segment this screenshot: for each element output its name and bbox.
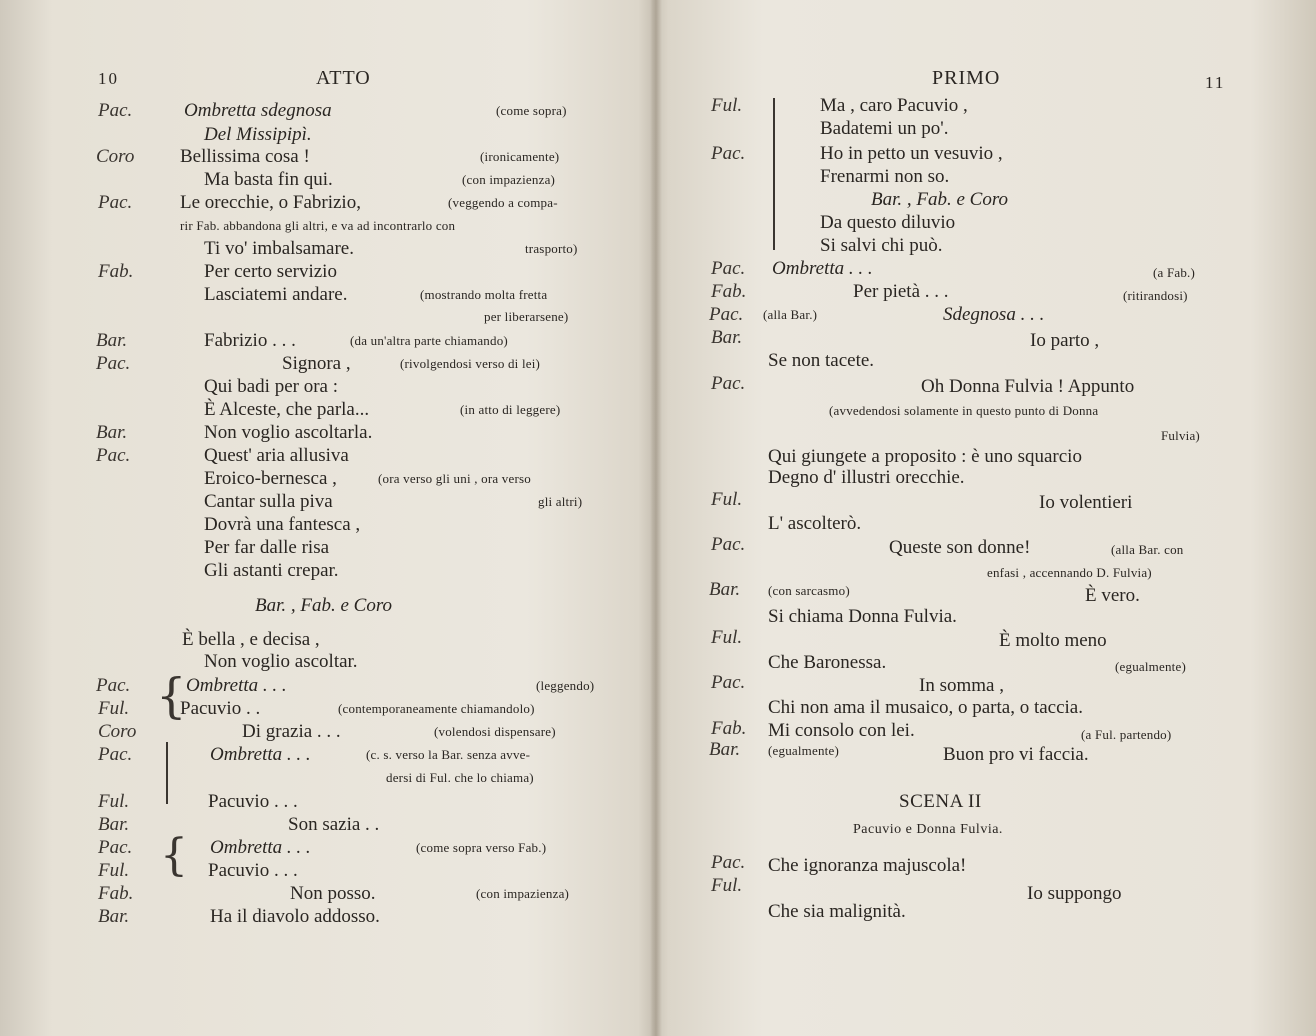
stage-direction: (con impazienza): [462, 172, 556, 187]
verse-line: Qui giungete a proposito : è uno squarcio: [768, 446, 1082, 467]
stage-direction: rir Fab. abbandona gli altri, e va ad incontrarlo con: [180, 218, 456, 233]
speaker: Bar.: [709, 739, 741, 760]
stage-direction: Fulvia): [1161, 428, 1200, 443]
speaker: Bar.: [711, 327, 743, 348]
stage-direction: (volendosi dispensare): [434, 724, 556, 739]
stage-direction: (come sopra): [496, 103, 567, 118]
stage-direction: (contemporaneamente chiamandolo): [338, 701, 535, 716]
verse-line: Ombretta sdegnosa: [184, 100, 332, 121]
verse-line: Ombretta . . .: [210, 837, 311, 858]
verse-line: Sdegnosa . . .: [943, 304, 1045, 325]
verse-line: Io suppongo: [1027, 883, 1122, 904]
verse-line: Signora ,: [282, 353, 351, 374]
verse-line: Quest' aria allusiva: [204, 445, 349, 466]
verse-line: Io parto ,: [1030, 330, 1100, 351]
stage-direction: (rivolgendosi verso di lei): [400, 356, 541, 371]
stage-direction: (egualmente): [1115, 659, 1186, 674]
stage-direction: gli altri): [538, 494, 583, 509]
chorus-heading: Bar. , Fab. e Coro: [871, 189, 1009, 210]
speaker: Fab.: [711, 718, 747, 739]
bracket-glyph: {: [160, 830, 188, 881]
verse-line: Son sazia . .: [288, 814, 380, 835]
stage-direction: (avvedendosi solamente in questo punto di Donna: [829, 403, 1099, 418]
verse-line: Eroico-bernesca ,: [204, 468, 337, 489]
verse-line: Non posso.: [290, 883, 376, 904]
verse-line: Ombretta . . .: [186, 675, 287, 696]
speaker: Pac.: [98, 100, 133, 121]
stage-direction: (ritirandosi): [1123, 288, 1188, 303]
verse-line: Non voglio ascoltarla.: [204, 422, 373, 443]
verse-line: Si salvi chi può.: [820, 235, 943, 256]
page-number: 10: [98, 69, 119, 88]
bracket-line: [773, 98, 775, 250]
verse-line: Ha il diavolo addosso.: [210, 906, 380, 927]
verse-line: Mi consolo con lei.: [768, 720, 915, 741]
verse-line: Ombretta . . .: [772, 258, 873, 279]
speaker: Bar.: [709, 579, 741, 600]
verse-line: Pacuvio . . .: [208, 860, 298, 881]
stage-direction: dersi di Ful. che lo chiama): [386, 770, 534, 785]
bracket-glyph: {: [156, 668, 187, 724]
verse-line: Ma , caro Pacuvio ,: [820, 95, 968, 116]
speaker: Pac.: [709, 304, 744, 325]
speaker: Ful.: [711, 875, 743, 896]
stage-direction: (in atto di leggere): [460, 402, 561, 417]
verse-line: Ombretta . . .: [210, 744, 311, 765]
speaker: Ful.: [711, 95, 743, 116]
verse-line: Queste son donne!: [889, 537, 1031, 558]
running-header: ATTO: [316, 67, 371, 89]
verse-line: Qui badi per ora :: [204, 376, 339, 397]
page-number: 11: [1205, 73, 1226, 92]
verse-line: Oh Donna Fulvia ! Appunto: [921, 376, 1135, 397]
verse-line: Da questo diluvio: [820, 212, 956, 233]
speaker: Pac.: [98, 192, 133, 213]
stage-direction: (a Ful. partendo): [1081, 727, 1172, 742]
verse-line: Si chiama Donna Fulvia.: [768, 606, 957, 627]
speaker: Bar.: [98, 906, 130, 927]
verse-line: Buon pro vi faccia.: [943, 744, 1089, 765]
speaker: Fab.: [98, 883, 134, 904]
speaker: Bar.: [96, 422, 128, 443]
speaker: Ful.: [98, 698, 130, 719]
speaker: Ful.: [98, 791, 130, 812]
speaker: Pac.: [96, 445, 131, 466]
stage-direction: (leggendo): [536, 678, 595, 693]
speaker: Pac.: [98, 744, 133, 765]
stage-direction: (come sopra verso Fab.): [416, 840, 547, 855]
verse-line: Del Missipipì.: [204, 124, 312, 145]
verse-line: Ti vo' imbalsamare.: [204, 238, 354, 259]
stage-direction: (mostrando molta fretta: [420, 287, 548, 302]
verse-line: Chi non ama il musaico, o parta, o taccia.: [768, 697, 1083, 718]
verse-line: Che sia malignità.: [768, 901, 906, 922]
speaker: Coro: [96, 146, 135, 167]
verse-line: L' ascolterò.: [768, 513, 862, 534]
stage-direction: (a Fab.): [1153, 265, 1196, 280]
speaker: Ful.: [711, 489, 743, 510]
verse-line: Per pietà . . .: [853, 281, 949, 302]
right-page: [657, 0, 1316, 1036]
verse-line: Se non tacete.: [768, 350, 875, 371]
stage-direction: enfasi , accennando D. Fulvia): [987, 565, 1152, 580]
verse-line: Dovrà una fantesca ,: [204, 514, 361, 535]
speaker: Coro: [98, 721, 137, 742]
verse-line: Gli astanti crepar.: [204, 560, 339, 581]
chorus-heading: Bar. , Fab. e Coro: [255, 595, 393, 616]
verse-line: Ma basta fin qui.: [204, 169, 333, 190]
speaker: Pac.: [96, 675, 131, 696]
speaker: Fab.: [711, 281, 747, 302]
verse-line: Ho in petto un vesuvio ,: [820, 143, 1003, 164]
verse-line: È bella , e decisa ,: [182, 629, 320, 650]
verse-line: Che ignoranza majuscola!: [768, 855, 967, 876]
verse-line: Io volentieri: [1039, 492, 1133, 513]
verse-line: Degno d' illustri orecchie.: [768, 467, 965, 488]
speaker: Ful.: [711, 627, 743, 648]
speaker: Pac.: [96, 353, 131, 374]
verse-line: In somma ,: [919, 675, 1004, 696]
speaker: Pac.: [711, 852, 746, 873]
stage-direction: (con impazienza): [476, 886, 570, 901]
speaker: Pac.: [98, 837, 133, 858]
speaker: Bar.: [98, 814, 130, 835]
speaker: Fab.: [98, 261, 134, 282]
verse-line: Di grazia . . .: [242, 721, 341, 742]
stage-direction: (ora verso gli uni , ora verso: [378, 471, 531, 486]
speaker: Pac.: [711, 672, 746, 693]
scene-cast: Pacuvio e Donna Fulvia.: [853, 822, 1003, 837]
stage-direction: trasporto): [525, 241, 578, 256]
speaker: Pac.: [711, 534, 746, 555]
stage-direction: (ironicamente): [480, 149, 560, 164]
verse-line: Lasciatemi andare.: [204, 284, 348, 305]
verse-line: Le orecchie, o Fabrizio,: [180, 192, 361, 213]
verse-line: Per certo servizio: [204, 261, 337, 282]
verse-line: Badatemi un po'.: [820, 118, 949, 139]
speaker: Bar.: [96, 330, 128, 351]
verse-line: Cantar sulla piva: [204, 491, 333, 512]
verse-line: Non voglio ascoltar.: [204, 651, 358, 672]
verse-line: È vero.: [1085, 585, 1140, 606]
stage-direction: (alla Bar.): [763, 307, 818, 322]
stage-direction: (c. s. verso la Bar. senza avve-: [366, 747, 531, 762]
verse-line: Frenarmi non so.: [820, 166, 950, 187]
running-header: PRIMO: [932, 67, 1001, 89]
stage-direction: (egualmente): [768, 743, 839, 758]
verse-line: Per far dalle risa: [204, 537, 330, 558]
stage-direction: (veggendo a compa-: [448, 195, 558, 210]
verse-line: Che Baronessa.: [768, 652, 887, 673]
verse-line: È Alceste, che parla...: [204, 399, 370, 420]
stage-direction: per liberarsene): [484, 309, 569, 324]
verse-line: Bellissima cosa !: [180, 146, 310, 167]
stage-direction: (con sarcasmo): [768, 583, 850, 598]
scene-heading: SCENA II: [899, 791, 982, 812]
speaker: Pac.: [711, 143, 746, 164]
verse-line: Pacuvio . . .: [208, 791, 298, 812]
speaker: Ful.: [98, 860, 130, 881]
stage-direction: (alla Bar. con: [1111, 542, 1184, 557]
stage-direction: (da un'altra parte chiamando): [350, 333, 508, 348]
verse-line: Pacuvio . .: [180, 698, 261, 719]
verse-line: Fabrizio . . .: [204, 330, 296, 351]
verse-line: È molto meno: [999, 630, 1107, 651]
bracket-line: [166, 742, 168, 804]
speaker: Pac.: [711, 258, 746, 279]
speaker: Pac.: [711, 373, 746, 394]
left-page: [0, 0, 655, 1036]
